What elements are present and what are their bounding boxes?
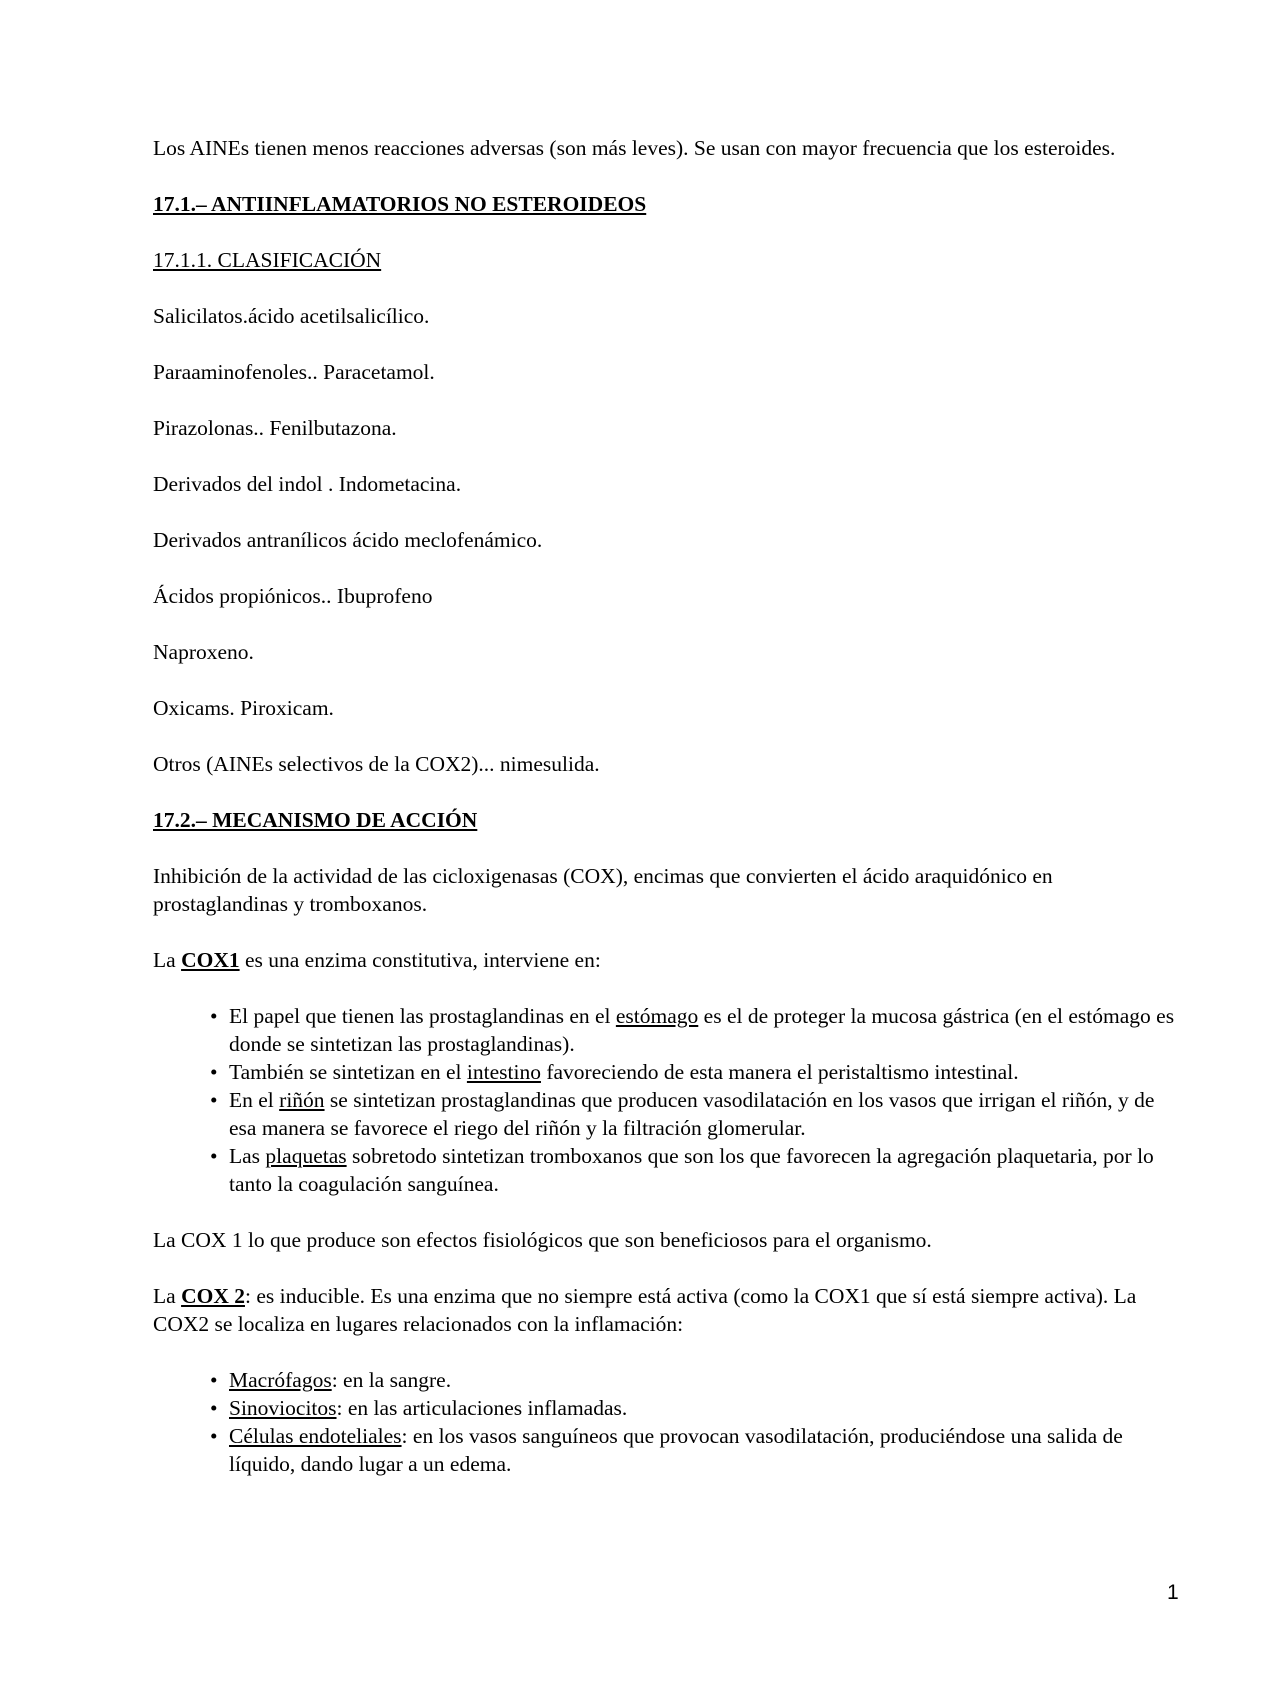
classification-item: Oxicams. Piroxicam. — [153, 696, 334, 720]
item-text-pre: El papel que tienen las prostaglandinas en el — [229, 1004, 616, 1028]
page-number: 1 — [1167, 1581, 1179, 1604]
item-term: riñón — [279, 1088, 325, 1112]
cox1-term: COX1 — [181, 948, 240, 972]
classification-item: Salicilatos.ácido acetilsalicílico. — [153, 304, 430, 328]
list-item — [210, 1366, 1183, 1394]
bullet-icon: • — [210, 1088, 218, 1112]
cox2-intro-pre: La — [153, 1284, 182, 1308]
item-text-pre: En el — [229, 1088, 280, 1112]
classification-item: Paraaminofenoles.. Paracetamol. — [153, 360, 435, 384]
list-item — [210, 1086, 1183, 1142]
item-term: estómago — [615, 1004, 699, 1028]
bullet-icon: • — [210, 1368, 218, 1392]
item-text-post: se sintetizan prostaglandinas que producen vasodilatación en los vasos que irrigan el riñón, y de esa manera se favorece el riego del riñón y la filtración glomerular. — [229, 1088, 1155, 1140]
cox1-summary: La COX 1 lo que produce son efectos fisiológicos que son beneficiosos para el organismo. — [153, 1228, 932, 1252]
section-heading-antiinflamatorios: 17.1.– ANTIINFLAMATORIOS NO ESTEROIDEOS — [153, 192, 647, 216]
bullet-icon: • — [210, 1396, 218, 1420]
list-item — [210, 1394, 1183, 1422]
item-term: Células endoteliales — [229, 1424, 402, 1448]
subsection-heading-clasificacion: 17.1.1. CLASIFICACIÓN — [153, 248, 382, 272]
cox2-intro-post: : es inducible. Es una enzima que no siempre está activa (como la COX1 que sí está siempre activa). La COX2 se localiza en lugares relacionados con la inflamación: — [153, 1284, 1137, 1336]
item-text-pre: Las — [229, 1144, 266, 1168]
classification-item: Derivados del indol . Indometacina. — [153, 472, 462, 496]
classification-item: Pirazolonas.. Fenilbutazona. — [153, 416, 397, 440]
cox2-term: COX 2 — [181, 1284, 245, 1308]
list-item — [210, 1002, 1183, 1058]
cox2-intro — [153, 1282, 1183, 1338]
list-item — [210, 1142, 1183, 1198]
item-text-post: : en los vasos sanguíneos que provocan vasodilatación, produciéndose una salida de líquido, dando lugar a un edema. — [229, 1424, 1123, 1476]
item-text-post: favoreciendo de esta manera el peristaltismo intestinal. — [540, 1060, 1019, 1084]
cox1-list — [153, 1002, 1183, 1198]
classification-item: Ácidos propiónicos.. Ibuprofeno — [153, 584, 433, 608]
document-body — [153, 134, 1183, 1506]
mechanism-paragraph: Inhibición de la actividad de las cicloxigenasas (COX), encimas que convierten el ácido araquidónico en prostaglandinas y tromboxanos. — [153, 864, 1053, 916]
item-text-pre: También se sintetizan en el — [229, 1060, 467, 1084]
bullet-icon: • — [210, 1004, 218, 1028]
item-term: plaquetas — [265, 1144, 347, 1168]
cox2-list — [153, 1366, 1183, 1478]
item-term: intestino — [466, 1060, 541, 1084]
list-item — [210, 1058, 1183, 1086]
classification-item: Naproxeno. — [153, 640, 254, 664]
item-text-post: : en la sangre. — [331, 1368, 452, 1392]
cox1-intro-pre: La — [153, 948, 182, 972]
item-text-post: : en las articulaciones inflamadas. — [336, 1396, 628, 1420]
bullet-icon: • — [210, 1144, 218, 1168]
item-text-post: sobretodo sintetizan tromboxanos que son los que favorecen la agregación plaquetaria, por lo tanto la coagulación sanguínea. — [229, 1144, 1154, 1196]
cox1-intro — [153, 946, 1183, 974]
section-heading-mecanismo: 17.2.– MECANISMO DE ACCIÓN — [153, 808, 478, 832]
bullet-icon: • — [210, 1060, 218, 1084]
bullet-icon: • — [210, 1424, 218, 1448]
classification-item: Otros (AINEs selectivos de la COX2)... nimesulida. — [153, 752, 600, 776]
list-item — [210, 1422, 1183, 1478]
cox1-intro-post: es una enzima constitutiva, interviene en: — [239, 948, 601, 972]
item-text-post: es el de proteger la mucosa gástrica (en el estómago es donde se sintetizan las prostaglandinas). — [229, 1004, 1175, 1056]
item-term: Sinoviocitos — [229, 1396, 337, 1420]
intro-paragraph: Los AINEs tienen menos reacciones adversas (son más leves). Se usan con mayor frecuencia que los esteroides. — [153, 136, 1116, 160]
item-term: Macrófagos — [229, 1368, 332, 1392]
classification-item: Derivados antranílicos ácido meclofenámico. — [153, 528, 543, 552]
